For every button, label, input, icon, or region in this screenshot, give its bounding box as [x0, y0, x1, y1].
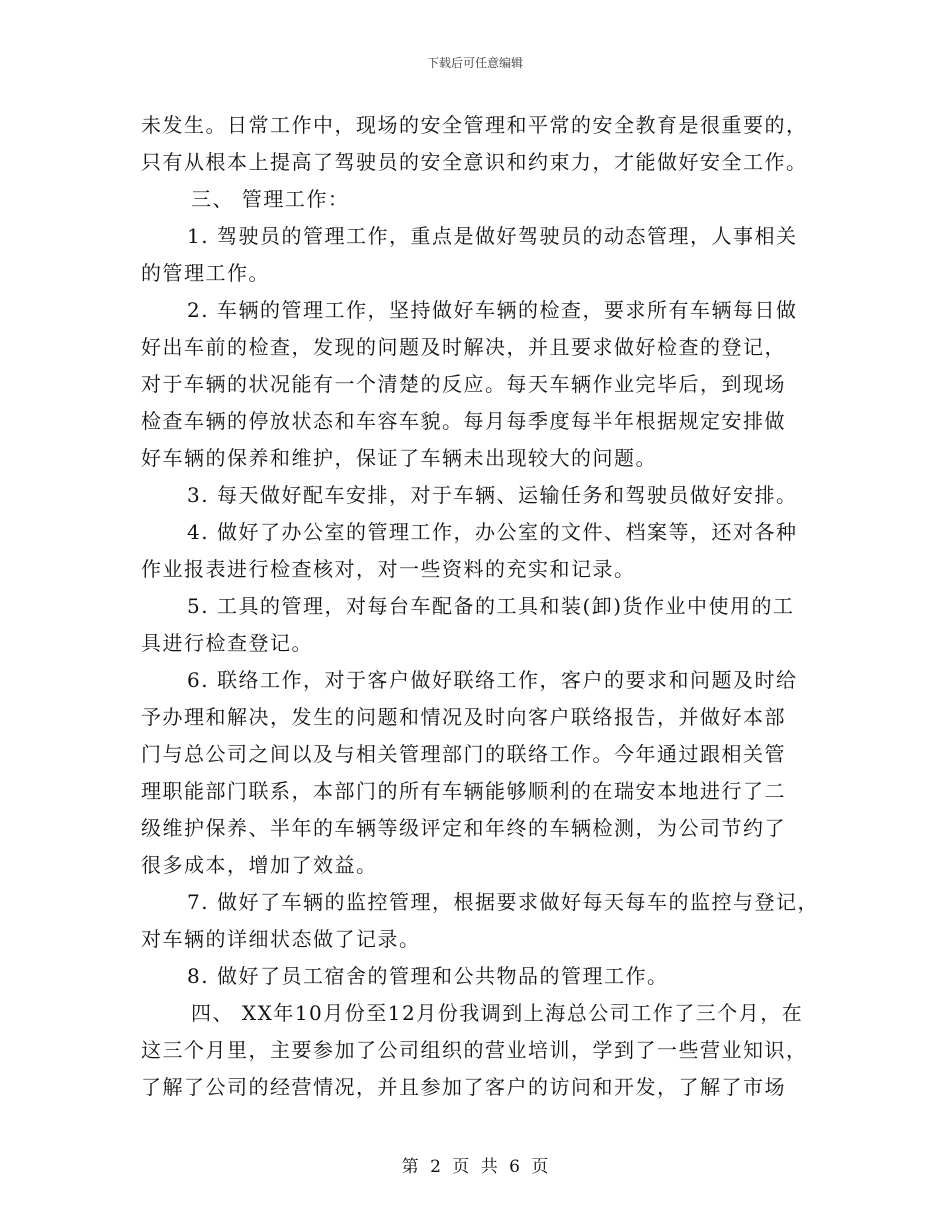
list-item-start: 7. 做好了车辆的监控管理，根据要求做好每天每车的监控与登记，	[187, 890, 819, 914]
text-line: 对于车辆的状况能有一个清楚的反应。每天车辆作业完毕后，到现场	[141, 372, 786, 396]
text-line: 门与总公司之间以及与相关管理部门的联络工作。今年通过跟相关管	[141, 742, 786, 766]
text-line: 只有从根本上提高了驾驶员的安全意识和约束力，才能做好安全工作。	[141, 150, 808, 174]
list-item-start: 2. 车辆的管理工作，坚持做好车辆的检查，要求所有车辆每日做	[187, 298, 798, 322]
list-item-start: 4. 做好了办公室的管理工作，办公室的文件、档案等，还对各种	[187, 520, 798, 544]
text-line: 了解了公司的经营情况，并且参加了客户的访问和开发，了解了市场	[141, 1075, 786, 1099]
page-number-footer: 第 2 页 共 6 页	[401, 1157, 549, 1177]
text-line: 级维护保养、半年的车辆等级评定和年终的车辆检测，为公司节约了	[141, 816, 786, 840]
text-line: 未发生。日常工作中，现场的安全管理和平常的安全教育是很重要的，	[141, 113, 808, 137]
list-item-start: 6. 联络工作，对于客户做好联络工作，客户的要求和问题及时给	[187, 668, 798, 692]
text-line: 予办理和解决，发生的问题和情况及时向客户联络报告，并做好本部	[141, 705, 786, 729]
text-line: 好出车前的检查，发现的问题及时解决，并且要求做好检查的登记，	[141, 335, 786, 359]
text-line: 好车辆的保养和维护，保证了车辆未出现较大的问题。	[141, 446, 657, 470]
section-heading: 四、 XX年10月份至12月份我调到上海总公司工作了三个月，在	[191, 1001, 804, 1025]
text-line: 具进行检查登记。	[141, 631, 313, 655]
list-item-start: 8. 做好了员工宿舍的管理和公共物品的管理工作。	[187, 964, 669, 988]
text-line: 理职能部门联系，本部门的所有车辆能够顺利的在瑞安本地进行了二	[141, 779, 786, 803]
page-header-note: 下载后可任意编辑	[426, 56, 523, 70]
text-line: 的管理工作。	[141, 261, 270, 285]
text-line: 作业报表进行检查核对，对一些资料的充实和记录。	[141, 557, 636, 581]
text-line: 这三个月里，主要参加了公司组织的营业培训，学到了一些营业知识，	[141, 1038, 808, 1062]
text-line: 检查车辆的停放状态和车容车貌。每月每季度每半年根据规定安排做	[141, 409, 786, 433]
list-item-start: 3. 每天做好配车安排，对于车辆、运输任务和驾驶员做好安排。	[187, 483, 798, 507]
section-heading: 三、 管理工作：	[191, 187, 350, 211]
text-line: 很多成本，增加了效益。	[141, 853, 378, 877]
list-item-start: 1. 驾驶员的管理工作，重点是做好驾驶员的动态管理，人事相关	[187, 224, 798, 248]
document-body	[141, 107, 821, 1106]
text-line: 对车辆的详细状态做了记录。	[141, 927, 421, 951]
list-item-start: 5. 工具的管理，对每台车配备的工具和装(卸)货作业中使用的工	[187, 594, 795, 618]
